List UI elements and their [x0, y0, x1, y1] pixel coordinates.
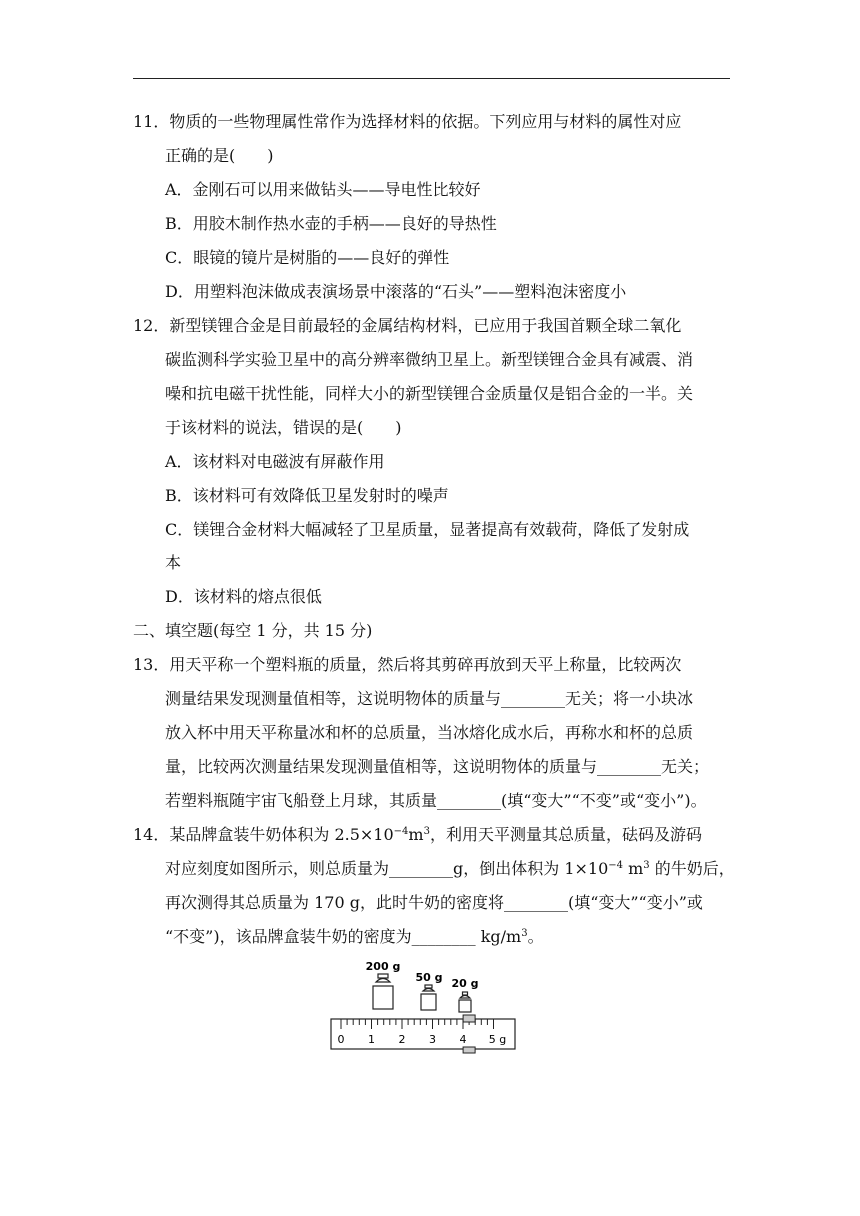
q14-line1: 14．某品牌盒装牛奶体积为 $2.5\times 10^{-4}m^3$，利用天平测量其总质量，砝码及游码 [133, 825, 702, 844]
section-heading: 二、填空题(每空 1 分，共 15 分) [133, 621, 373, 640]
q12-option-b: B．该材料可有效降低卫星发射时的噪声 [165, 486, 449, 505]
q13-line2: 测量结果发现测量值相等，这说明物体的质量与________无关；将一小块冰 [165, 689, 694, 708]
q11-option-c: C．眼镜的镜片是树脂的——良好的弹性 [165, 248, 450, 267]
q12-stem-line4: 于该材料的说法，错误的是( ) [165, 418, 402, 437]
q11-option-d: D．用塑料泡沫做成表演场景中滚落的“石头”——塑料泡沫密度小 [165, 282, 627, 301]
weight-label-50g: 50 g [415, 971, 443, 984]
q11-option-b: B．用胶木制作热水壶的手柄——良好的导热性 [165, 214, 497, 233]
scale-tick-label: 0 [337, 1033, 345, 1046]
q12-stem-line2: 碳监测科学实验卫星中的高分辨率微纳卫星上。新型镁锂合金具有减震、消 [165, 350, 694, 369]
q14-line3: 再次测得其总质量为 170 g，此时牛奶的密度将________(填“变大”“变小”或 [165, 893, 703, 912]
q12-option-c-line2: 本 [165, 553, 182, 572]
rider-top [463, 1015, 475, 1022]
weight-label-200g: 200 g [365, 960, 401, 973]
scale-tick-label: 1 [368, 1033, 375, 1046]
q12-stem-line3: 噪和抗电磁干扰性能，同样大小的新型镁锂合金质量仅是铝合金的一半。关 [165, 384, 694, 403]
weight-200g-icon [373, 974, 393, 1009]
q13-line4: 量，比较两次测量结果发现测量值相等，这说明物体的质量与________无关； [165, 757, 710, 776]
scale-tick-label: 2 [398, 1033, 406, 1046]
scale-tick-label: 4 [459, 1033, 467, 1046]
q11-stem-line1: 11．物质的一些物理属性常作为选择材料的依据。下列应用与材料的属性对应 [133, 112, 682, 131]
q12-option-c-line1: C．镁锂合金材料大幅减轻了卫星质量，显著提高有效载荷，降低了发射成 [165, 520, 690, 539]
q14-line2: 对应刻度如图所示，则总质量为________g，倒出体积为 $1\times 10^{-4}$ $m^3$ 的牛奶后， [165, 859, 735, 878]
rider-bottom [463, 1047, 475, 1053]
q12-option-d: D．该材料的熔点很低 [165, 587, 322, 606]
weight-20g-icon [459, 992, 471, 1012]
q14-line4: “不变”)，该品牌盒装牛奶的密度为________ $kg/m^3$。 [165, 927, 544, 946]
weight-label-20g: 20 g [451, 977, 479, 990]
q11-option-a: A．金刚石可以用来做钻头——导电性比较好 [165, 180, 481, 199]
q12-option-a: A．该材料对电磁波有屏蔽作用 [165, 452, 385, 471]
scale-tick-label: 3 [429, 1033, 436, 1046]
q13-line5: 若塑料瓶随宇宙飞船登上月球，其质量________(填“变大”“不变”或“变小”)。 [165, 791, 707, 810]
q13-line3: 放入杯中用天平称量冰和杯的总质量，当冰熔化成水后，再称水和杯的总质 [165, 723, 694, 742]
q11-stem-line2: 正确的是( ) [165, 146, 274, 165]
header-rule [133, 78, 730, 79]
q13-line1: 13．用天平称一个塑料瓶的质量，然后将其剪碎再放到天平上称量，比较两次 [133, 655, 682, 674]
q12-stem-line1: 12．新型镁锂合金是目前最轻的金属结构材料，已应用于我国首颗全球二氧化 [133, 316, 682, 335]
balance-figure-svg [325, 955, 525, 1055]
balance-figure [325, 955, 525, 1055]
weight-50g-icon [421, 985, 436, 1010]
scale-tick-label: 5 g [488, 1033, 507, 1046]
